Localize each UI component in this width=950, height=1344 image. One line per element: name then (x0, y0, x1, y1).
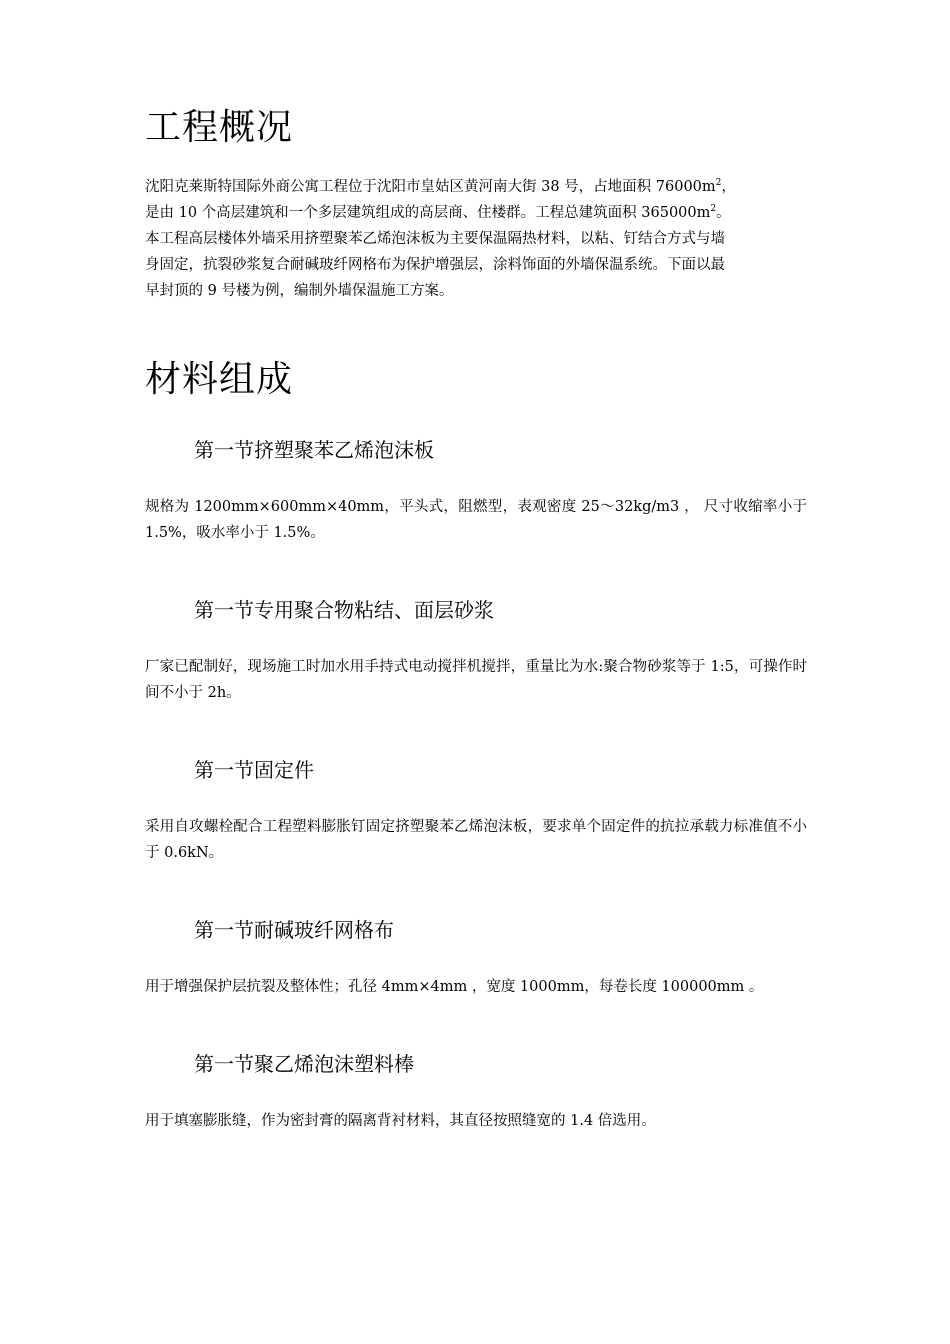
section-title: 第一节聚乙烯泡沫塑料棒 (194, 1052, 414, 1076)
section-title: 第一节固定件 (194, 758, 314, 782)
overview-paragraph (145, 174, 807, 304)
section-foam-rod (145, 1050, 807, 1134)
section-text: 用于增强保护层抗裂及整体性；孔径 4mm×4mm ，宽度 1000mm，每卷长度 100000mm 。 (145, 979, 764, 995)
section-fiberglass-mesh (145, 916, 807, 1000)
superscript-2: 2 (715, 178, 722, 189)
superscript-2: 2 (710, 204, 717, 215)
section-eps-board (145, 436, 807, 546)
section-polymer-mortar (145, 596, 807, 706)
overview-line-4: 身固定，抗裂砂浆复合耐碱玻纤网格布为保护增强层，涂料饰面的外墙保温系统。下面以最 (145, 257, 725, 273)
document-page (145, 96, 807, 1134)
section-title: 第一节耐碱玻纤网格布 (194, 918, 394, 942)
overview-punct-1: ， (721, 179, 736, 195)
section-text: 采用自攻螺栓配合工程塑料膨胀钉固定挤塑聚苯乙烯泡沫板，要求单个固定件的抗拉承载力标准值不小于 0.6kN。 (145, 819, 807, 861)
overview-line-1: 沈阳克莱斯特国际外商公寓工程位于沈阳市皇姑区黄河南大街 38 号，占地面积 76000m (145, 179, 716, 195)
section-title: 第一节挤塑聚苯乙烯泡沫板 (194, 438, 434, 462)
section-text: 规格为 1200mm×600mm×40mm，平头式，阻燃型，表观密度 25～32kg/m3 ， 尺寸收缩率小于 1.5%，吸水率小于 1.5%。 (145, 499, 807, 541)
overview-line-3: 本工程高层楼体外墙采用挤塑聚苯乙烯泡沫板为主要保温隔热材料，以粘、钉结合方式与墙 (145, 231, 725, 247)
section-text: 厂家已配制好，现场施工时加水用手持式电动搅拌机搅拌，重量比为水:聚合物砂浆等于 1:5，可操作时间不小于 2h。 (145, 659, 807, 701)
overview-line-2: 是由 10 个高层建筑和一个多层建筑组成的高层商、住楼群。工程总建筑面积 365000m (145, 205, 711, 221)
section-title: 第一节专用聚合物粘结、面层砂浆 (194, 598, 494, 622)
overview-line-5: 早封顶的 9 号楼为例，编制外墙保温施工方案。 (145, 283, 454, 299)
materials-heading: 材料组成 (145, 359, 294, 400)
section-text: 用于填塞膨胀缝，作为密封膏的隔离背衬材料，其直径按照缝宽的 1.4 倍选用。 (145, 1113, 656, 1129)
overview-heading: 工程概况 (145, 107, 294, 148)
overview-punct-2: 。 (716, 205, 731, 221)
section-fasteners (145, 756, 807, 866)
